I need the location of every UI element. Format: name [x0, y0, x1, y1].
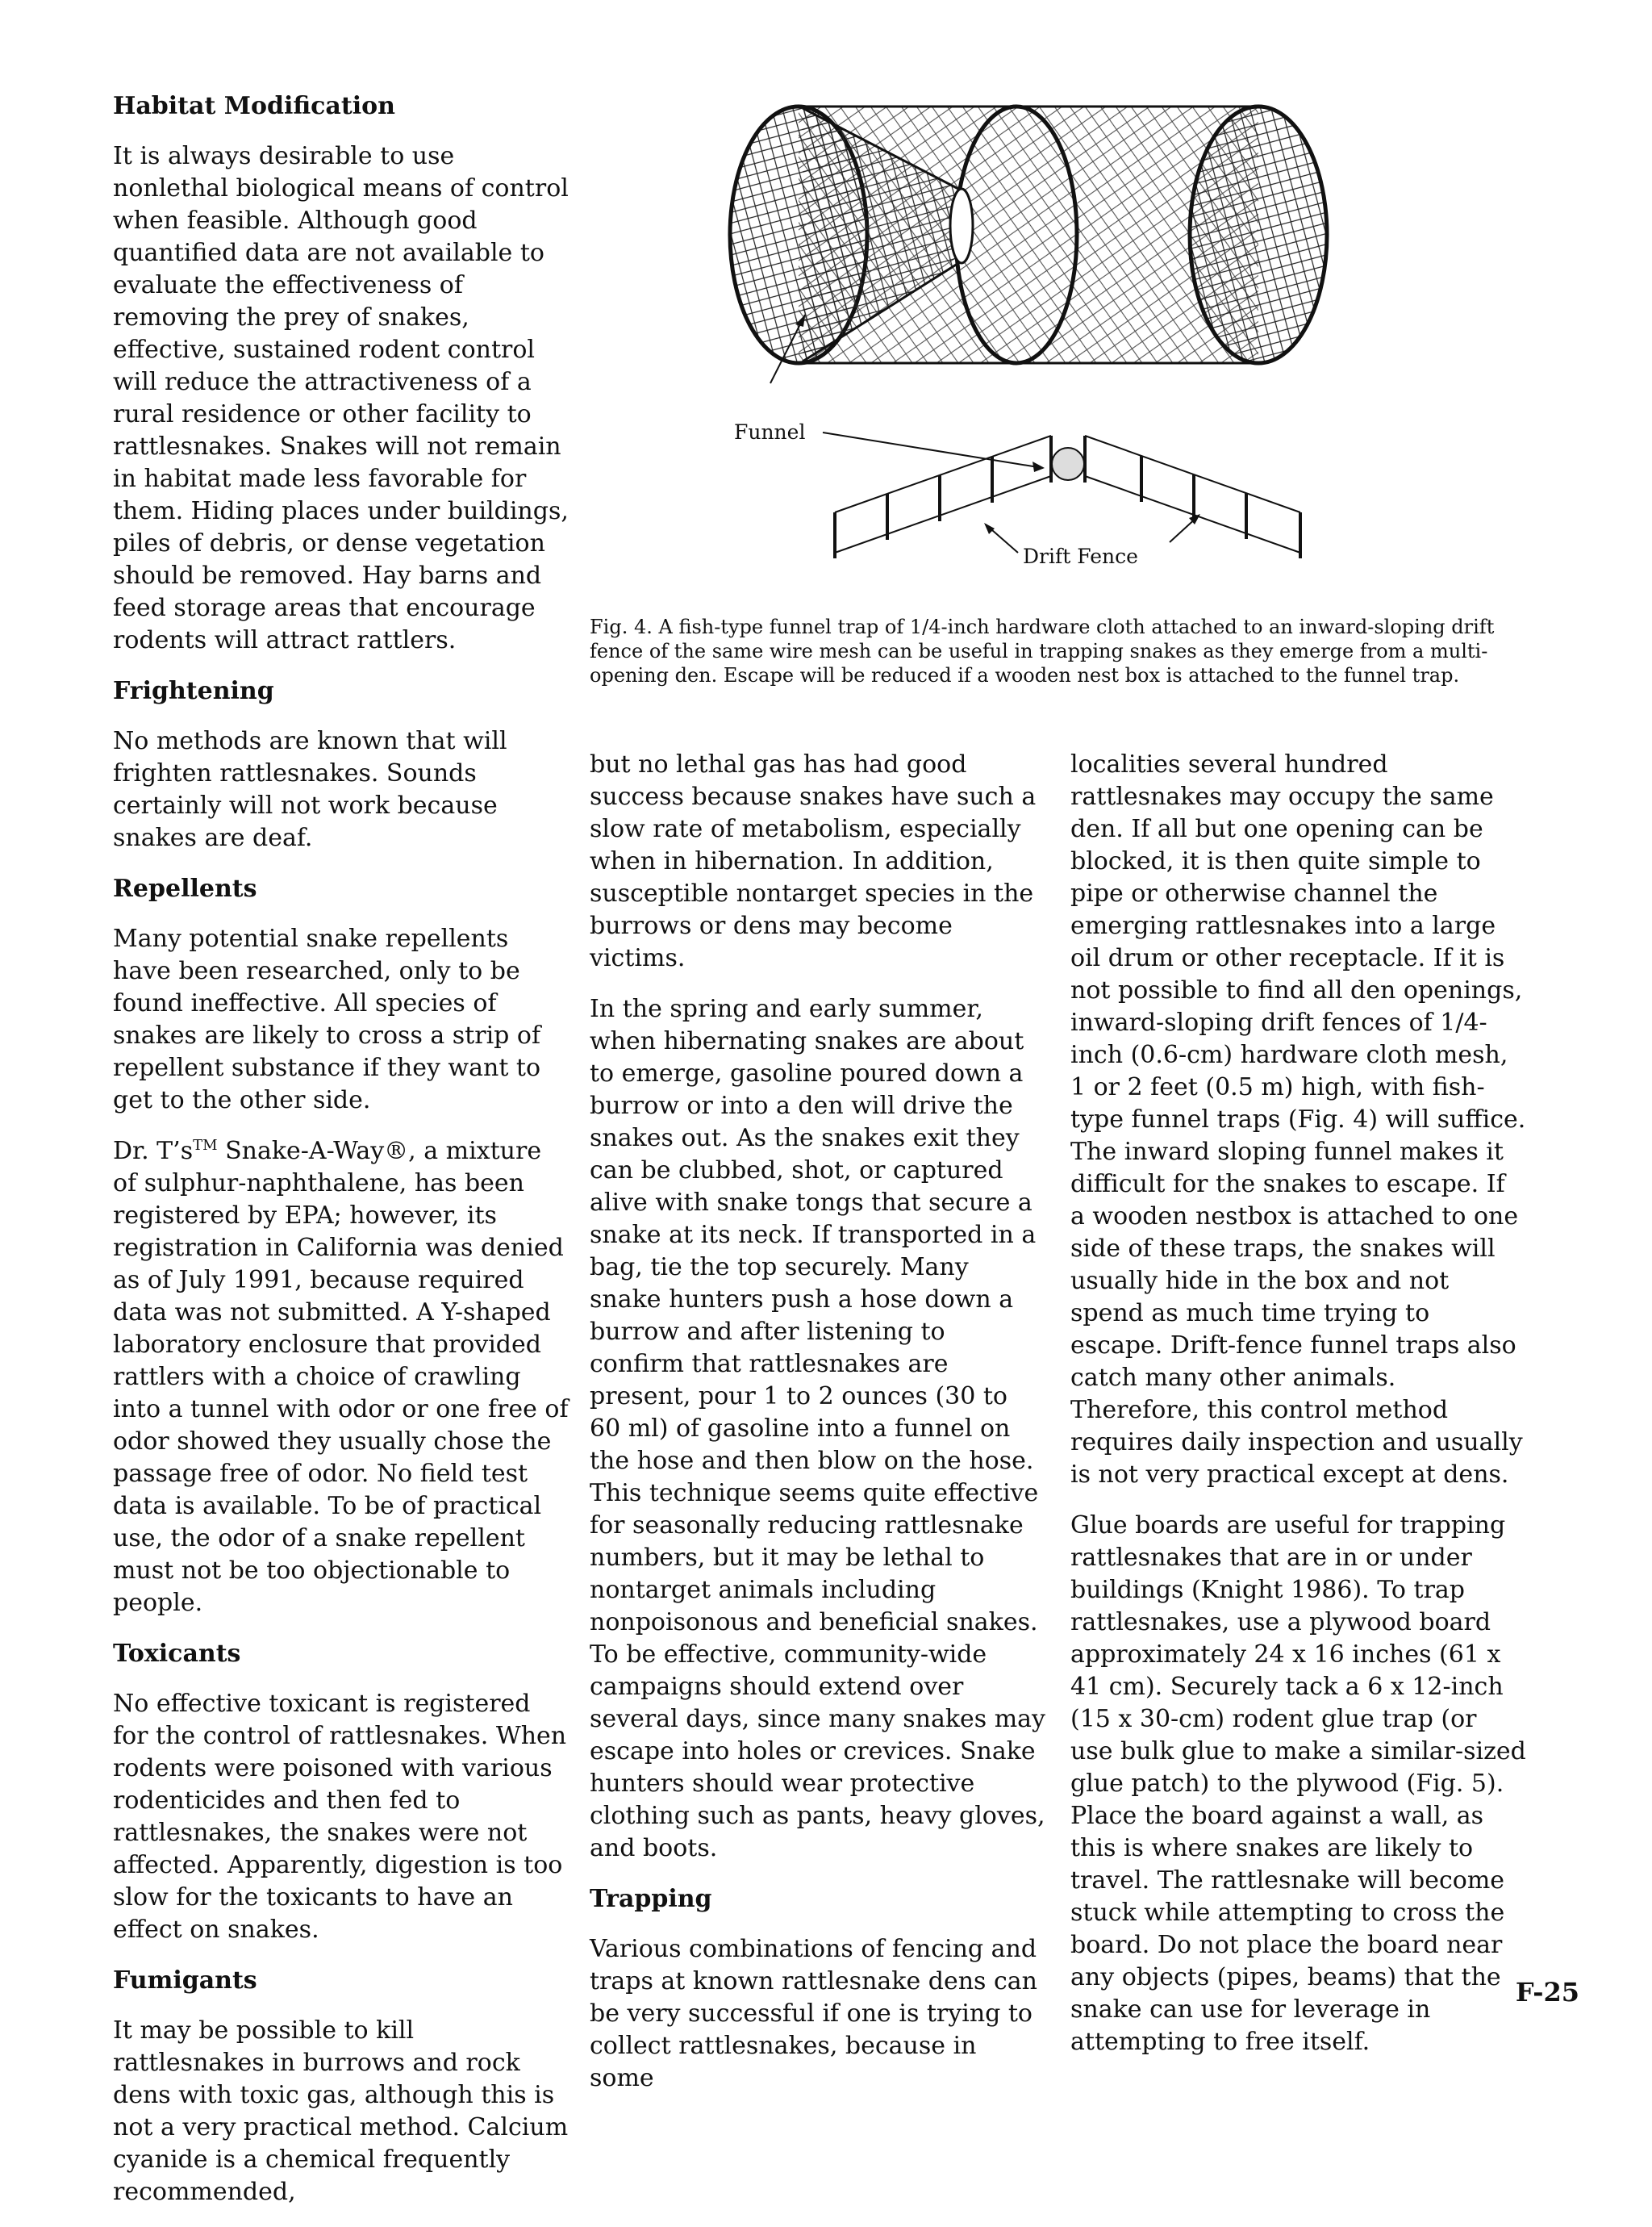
paragraph-gasoline: In the spring and early summer, when hibernating snakes are about to emerge, gasoline poured down a burrow or into a den will drive the snakes out. As the snakes exit they can be clubbed, shot, or captured alive with snake tongs that secure a snake at its neck. If transported in a bag, tie the top securely. Many snake hunters push a hose down a burrow and after listening to confirm that rattlesnakes are present, pour 1 to 2 ounces (30 to 60 ml) of gasoline into a funnel on the hose and then blow on the hose. This technique seems quite effective for seasonally reducing rattlesnake numbers, but it may be lethal to nontarget animals including nonpoisonous and beneficial snakes. To be effective, community-wide campaigns should extend over several days, since many snakes may escape into holes or crevices. Snake hunters should wear protective clothing such as pants, heavy gloves, and boots.: [590, 995, 1046, 1862]
heading-trapping: Trapping: [590, 1885, 712, 1913]
cylinder-trap: [730, 107, 1327, 363]
paragraph-fumigants: It may be possible to kill rattlesnakes in burrows and rock dens with toxic gas, although this is not a very practical method. Calcium cyanide is a chemical frequently recommended,: [113, 2016, 569, 2206]
trademark-mark: TM: [193, 1137, 218, 1154]
heading-habitat-modification: Habitat Modification: [113, 92, 395, 120]
heading-toxicants: Toxicants: [113, 1640, 241, 1668]
paragraph-repellents-2: [113, 1135, 569, 1619]
column-3: [1070, 749, 1526, 2077]
paragraph-repellents-1: Many potential snake repellents have been researched, only to be found ineffective. All species of snakes are likely to cross a strip of repellent substance if they want to get to the other side.: [113, 925, 541, 1114]
paragraph-frightening: No methods are known that will frighten rattlesnakes. Sounds certainly will not work because snakes are deaf.: [113, 727, 507, 852]
heading-repellents: Repellents: [113, 875, 257, 903]
drift-fence: [835, 436, 1300, 558]
paragraph-trapping: Various combinations of fencing and traps at known rattlesnake dens can be very successful if one is trying to collect rattlesnakes, because in some: [590, 1935, 1037, 2092]
paragraph-den-trapping: localities several hundred rattlesnakes may occupy the same den. If all but one opening can be blocked, it is then quite simple to pipe or otherwise channel the emerging rattlesnakes into a large oil drum or other receptacle. If it is not possible to find all den openings, inward-sloping drift fences of 1/4-inch (0.6-cm) hardware cloth mesh, 1 or 2 feet (0.5 m) high, with fish-type funnel traps (Fig. 4) will suffice. The inward sloping funnel makes it difficult for the snakes to escape. If a wooden nestbox is attached to one side of these traps, the snakes will usually hide in the box and not spend as much time trying to escape. Drift-fence funnel traps also catch many other animals. Therefore, this control method requires daily inspection and usually is not very practical except at dens.: [1070, 750, 1526, 1489]
repellent-brand: Dr. T’s: [113, 1137, 194, 1165]
column-1: [113, 90, 569, 2227]
paragraph-habitat: It is always desirable to use nonlethal biological means of control when feasible. Although good quantified data are not available to evaluate the effectiveness of removing the prey of snakes, effective, sustained rodent control will reduce the attractiveness of a rural residence or other facility to rattlesnakes. Snakes will not remain in habitat made less favorable for them. Hiding places under buildings, piles of debris, or dense vegetation should be removed. Hay barns and feed storage areas that encourage rodents will attract rattlers.: [113, 142, 569, 654]
drift-fence-label: Drift Fence: [1023, 545, 1138, 568]
heading-frightening: Frightening: [113, 677, 274, 705]
figure-caption: Fig. 4. A fish-type funnel trap of 1/4-inch hardware cloth attached to an inward-sloping drift fence of the same wire mesh can be useful in trapping snakes as they emerge from a multi-opening den. Escape will be reduced if a wooden nest box is attached to the funnel trap.: [590, 616, 1495, 687]
paragraph-glue-boards: Glue boards are useful for trapping rattlesnakes that are in or under buildings (Knight 1986). To trap rattlesnakes, use a plywood board approximately 24 x 16 inches (61 x 41 cm). Securely tack a 6 x 12-inch (15 x 30-cm) rodent glue trap (or use bulk glue to make a similar-sized glue patch) to the plywood (Fig. 5). Place the board against a wall, as this is where snakes are likely to travel. The rattlesnake will become stuck while attempting to cross the board. Do not place the board near any objects (pipes, beams) that the snake can use for leverage in attempting to free itself.: [1070, 1511, 1526, 2056]
paragraph-lethal-gas: but no lethal gas has had good success because snakes have such a slow rate of metabolism, especially when in hibernation. In addition, susceptible nontarget species in the burrows or dens may become victims.: [590, 750, 1037, 972]
column-2: [590, 749, 1045, 2113]
repellent-text: Snake-A-Way®, a mixture of sulphur-naphthalene, has been registered by EPA; however, its registration in California was denied as of July 1991, because required data was not submitted. A Y-shaped laboratory enclosure that provided rattlers with a choice of crawling into a tunnel with odor or one free of odor showed they usually chose the passage free of odor. No field test data is available. To be of practical use, the odor of a snake repellent must not be too objectionable to people.: [113, 1137, 569, 1617]
funnel-label: Funnel: [734, 420, 806, 444]
funnel-trap-figure: [726, 97, 1387, 581]
heading-fumigants: Fumigants: [113, 1966, 257, 1995]
paragraph-toxicants: No effective toxicant is registered for the control of rattlesnakes. When rodents were poisoned with various rodenticides and then fed to rattlesnakes, the snakes were not affected. Apparently, digestion is too slow for the toxicants to have an effect on snakes.: [113, 1690, 567, 1944]
page-number: F-25: [1515, 1977, 1579, 2008]
